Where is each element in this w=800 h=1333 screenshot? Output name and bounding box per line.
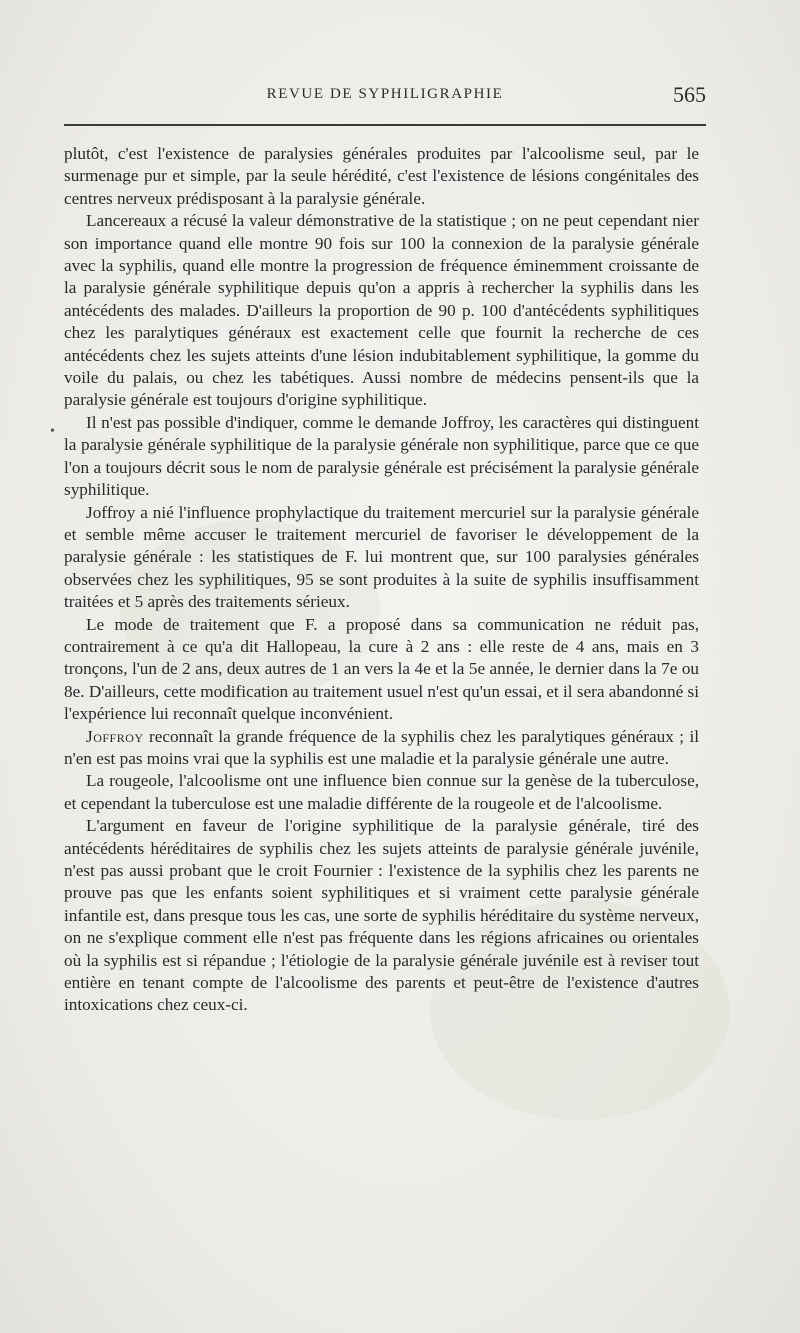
paragraph: plutôt, c'est l'existence de paralysies générales produites par l'alcoolisme seul, par le surmenage pur et simple, par la seule hérédité, c'est l'existence de lésions congénitales des centres nerveux prédisposant à la paralysie générale. — [64, 144, 699, 208]
article-body — [64, 143, 699, 1017]
paragraph: La rougeole, l'alcoolisme ont une influence bien connue sur la genèse de la tuberculose, et cependant la tuberculose est une maladie différente de la rougeole et de l'alcoolisme. — [64, 771, 699, 813]
paragraph: Il n'est pas possible d'indiquer, comme le demande Joffroy, les caractères qui distinguent la paralysie générale syphilitique de la paralysie générale non syphilitique, parce que ce que l'on a toujours décrit sous le nom de paralysie générale est précisément la paralysie générale syphilitique. — [64, 412, 699, 500]
header-rule — [64, 124, 706, 126]
paragraph-text: reconnaît la grande fréquence de la syphilis chez les paralytiques généraux ; il n'en est pas moins vrai que la syphilis est une maladie et la paralysie générale une autre. — [64, 726, 699, 768]
paragraph: L'argument en faveur de l'origine syphilitique de la paralysie générale, tiré des antécédents héréditaires de syphilis chez les sujets atteints de paralysie générale juvénile, n'est pas aussi probant que le croit Fournier : l'existence de la syphilis chez les parents ne prouve pas que les enfants soient syphilitiques et si vraiment cette paralysie générale infantile est, dans presque tous les cas, une sorte de syphilis héréditaire du système nerveux, on ne s'explique comment elle n'est pas fréquente dans les régions africaines ou orientales où la syphilis est si répandue ; l'étiologie de la paralysie générale juvénile est à reviser tout entière en tenant compte de l'alcoolisme des parents et peut-être de l'existence d'autres intoxications chez ceux-ci. — [64, 816, 699, 1015]
paragraph: Joffroy a nié l'influence prophylactique du traitement mercuriel sur la paralysie générale et semble même accuser le traitement mercuriel de favoriser le développement de la paralysie générale : les statistiques de F. lui montrent que, sur 100 paralysies générales observées chez les syphilitiques, 95 se sont produites à la suite de syphilis insuffisamment traitées et 5 après des traitements sérieux. — [64, 502, 699, 612]
margin-mark: • — [50, 424, 55, 439]
paragraph — [64, 726, 699, 771]
paragraph: Lancereaux a récusé la valeur démonstrative de la statistique ; on ne peut cependant nier son importance quand elle montre 90 fois sur 100 la connexion de la paralysie générale avec la syphilis, quand elle montre la progression de fréquence éminemment croissante de la paralysie générale syphilitique depuis qu'on a appris à rechercher la syphilis dans les antécédents des malades. D'ailleurs la proportion de 90 p. 100 d'antécédents syphilitiques chez les paralytiques généraux est exactement celle que fournit la recherche de ces antécédents chez les sujets atteints d'une lésion indubitablement syphilitique, la gomme du voile du palais, ou chez les tabétiques. Aussi nombre de médecins pensent-ils que la paralysie générale est toujours d'origine syphilitique. — [64, 211, 699, 410]
running-head: REVUE DE SYPHILIGRAPHIE — [266, 86, 504, 102]
paragraph: Le mode de traitement que F. a proposé dans sa communication ne réduit pas, contrairement à ce qu'a dit Hallopeau, la cure à 2 ans : elle reste de 4 ans, mais en 3 tronçons, l'un de 2 ans, deux autres de 1 an vers la 4e et la 5e année, le dernier dans la 7e ou 8e. D'ailleurs, cette modification au traitement usuel n'est qu'un essai, et il sera abandonné si l'expérience lui reconnaît quelque inconvénient. — [64, 614, 700, 724]
page-number: 565 — [673, 82, 706, 107]
author-name: Joffroy — [86, 726, 144, 746]
page-header — [64, 82, 706, 112]
